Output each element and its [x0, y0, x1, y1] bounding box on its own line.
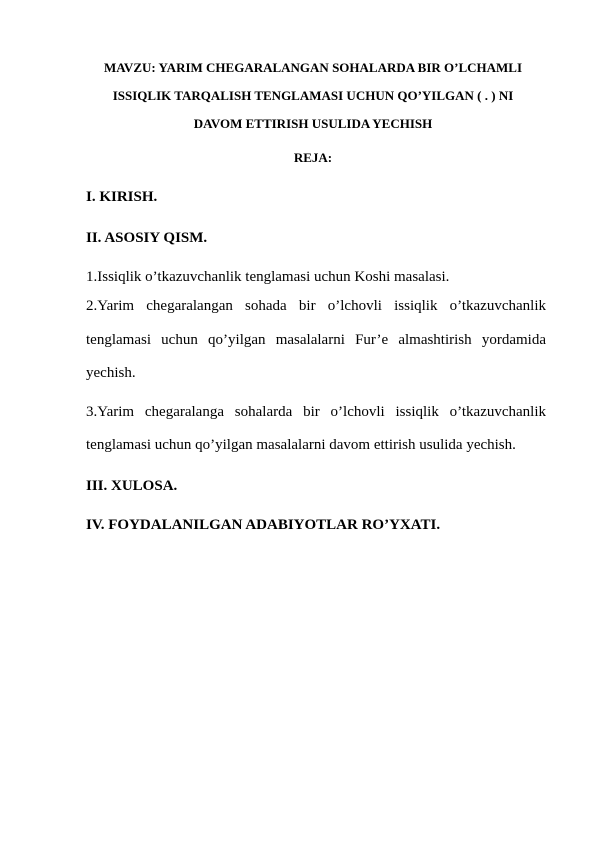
- section-intro-heading: I. KIRISH.: [86, 189, 158, 205]
- plan-item-1: 1.Issiqlik o’tkazuvchanlik tenglamasi uchun Koshi masalasi.: [86, 269, 450, 285]
- plan-item-2-line-3: yechish.: [86, 365, 136, 381]
- title-line-1: MAVZU: YARIM CHEGARALANGAN SOHALARDA BIR O’LCHAMLI: [103, 60, 523, 75]
- title-line-2: ISSIQLIK TARQALISH TENGLAMASI UCHUN QO’YILGAN ( . ) NI: [112, 88, 514, 103]
- section-conclusion-heading: III. XULOSA.: [86, 478, 178, 494]
- plan-item-3-line-1: 3.Yarim chegaralanga sohalarda bir o’lchovli issiqlik o’tkazuvchanlik: [86, 404, 546, 420]
- plan-label: REJA:: [293, 150, 333, 165]
- title-line-3: DAVOM ETTIRISH USULIDA YECHISH: [193, 116, 433, 131]
- section-main-heading: II. ASOSIY QISM.: [86, 230, 208, 246]
- plan-item-3-line-2: tenglamasi uchun qo’yilgan masalalarni davom ettirish usulida yechish.: [86, 437, 516, 453]
- section-references-heading: IV. FOYDALANILGAN ADABIYOTLAR RO’YXATI.: [86, 517, 441, 533]
- plan-item-2-line-1: 2.Yarim chegaralangan sohada bir o’lchovli issiqlik o’tkazuvchanlik: [86, 298, 546, 314]
- plan-item-2-line-2: tenglamasi uchun qo’yilgan masalalarni Fur’e almashtirish yordamida: [86, 332, 546, 348]
